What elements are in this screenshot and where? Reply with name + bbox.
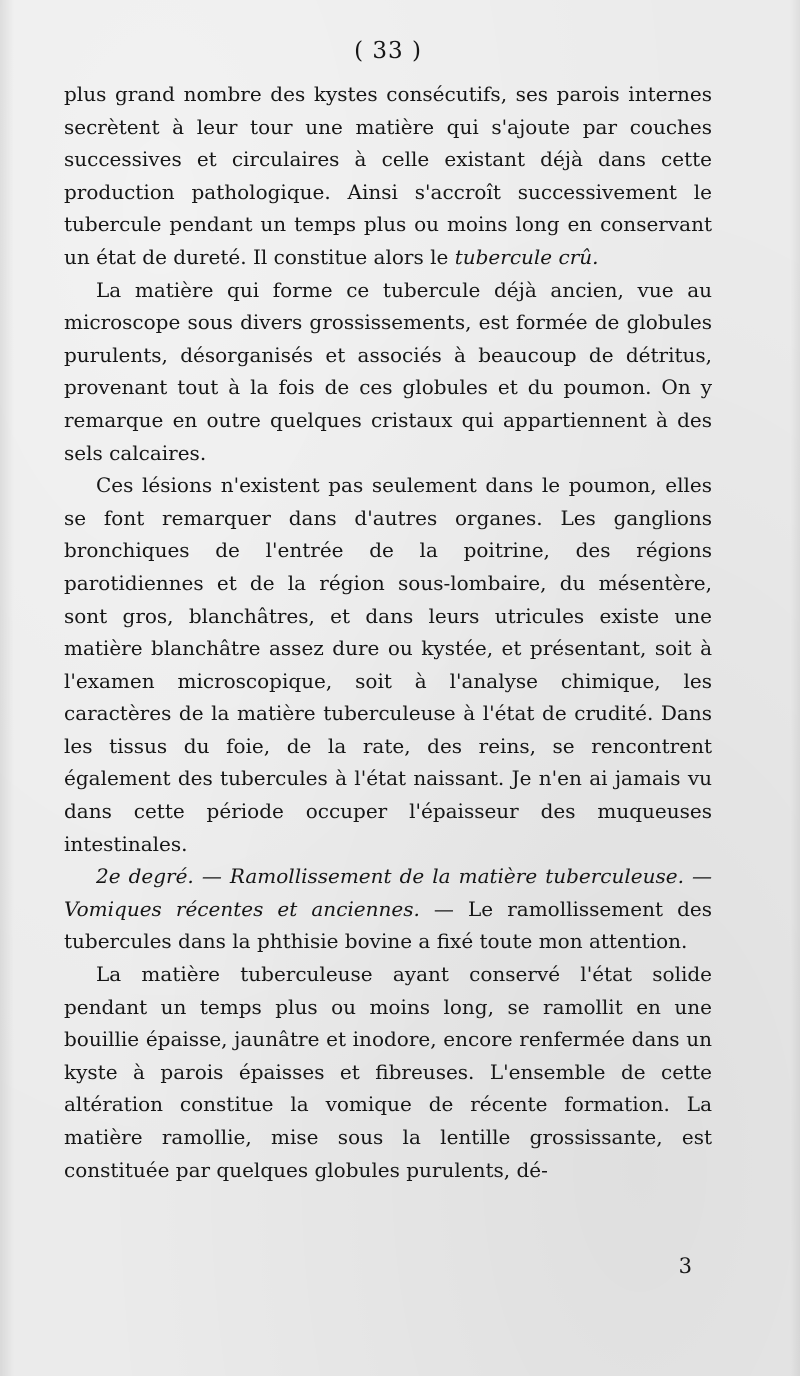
section-heading: 2e degré. — Ramollissement de la matière tuberculeuse. — Vomiques récentes et anciennes. [64,864,712,921]
paragraph-1-italic-term: tubercule crû. [454,244,599,269]
paragraph-3: Ces lésions n'existent pas seulement dans le poumon, elles se font remarquer dans d'autres organes. Les ganglions bronchiques de l'entrée de la poitrine, des régions parotidiennes et de la région sous-lombaire, du mésentère, sont gros, blanchâtres, et dans leurs utricules existe une matière blanchâtre assez dure ou kystée, et présentant, soit à l'examen microscopique, soit à l'analyse chimique, les caractères de la matière tuberculeuse à l'état de crudité. Dans les tissus du foie, de la rate, des reins, se rencontrent également des tubercules à l'état naissant. Je n'en ai jamais vu dans cette période occuper l'épaisseur des muqueuses intestinales. [64,473,712,856]
paragraph-4 [64,860,712,958]
signature-mark: 3 [678,1254,692,1278]
paragraph-1-text: plus grand nombre des kystes consécutifs, ses parois internes secrètent à leur tour une matière qui s'ajoute par couches successives et circulaires à celle existant déjà dans cette production pathologique. Ainsi s'accroît successivement le tubercule pendant un temps plus ou moins long en conservant un état de dureté. Il constitue alors le [64,82,712,269]
paragraph-2: La matière qui forme ce tubercule déjà ancien, vue au microscope sous divers grossissements, est formée de globules purulents, désorganisés et associés à beaucoup de détritus, provenant tout à la fois de ces globules et du poumon. On y remarque en outre quelques cristaux qui appartiennent à des sels calcaires. [64,277,712,465]
paragraph-5: La matière tuberculeuse ayant conservé l'état solide pendant un temps plus ou moins long, se ramollit en une bouillie épaisse, jaunâtre et inodore, encore renfermée dans un kyste à parois épaisses et fibreuses. L'ensemble de cette altération constitue la vomique de récente formation. La matière ramollie, mise sous la lentille grossissante, est constituée par quelques globules purulents, dé- [64,962,712,1182]
page-left-shadow [0,0,14,1376]
book-page [64,36,712,1356]
page-number-header: ( 33 ) [354,38,422,64]
page-body [64,78,712,1186]
paragraph-4-text: — Le ramollissement des tubercules dans la phthisie bovine a fixé toute mon attention. [64,896,712,954]
page-right-shadow [790,0,800,1376]
paragraph-1 [64,78,712,274]
